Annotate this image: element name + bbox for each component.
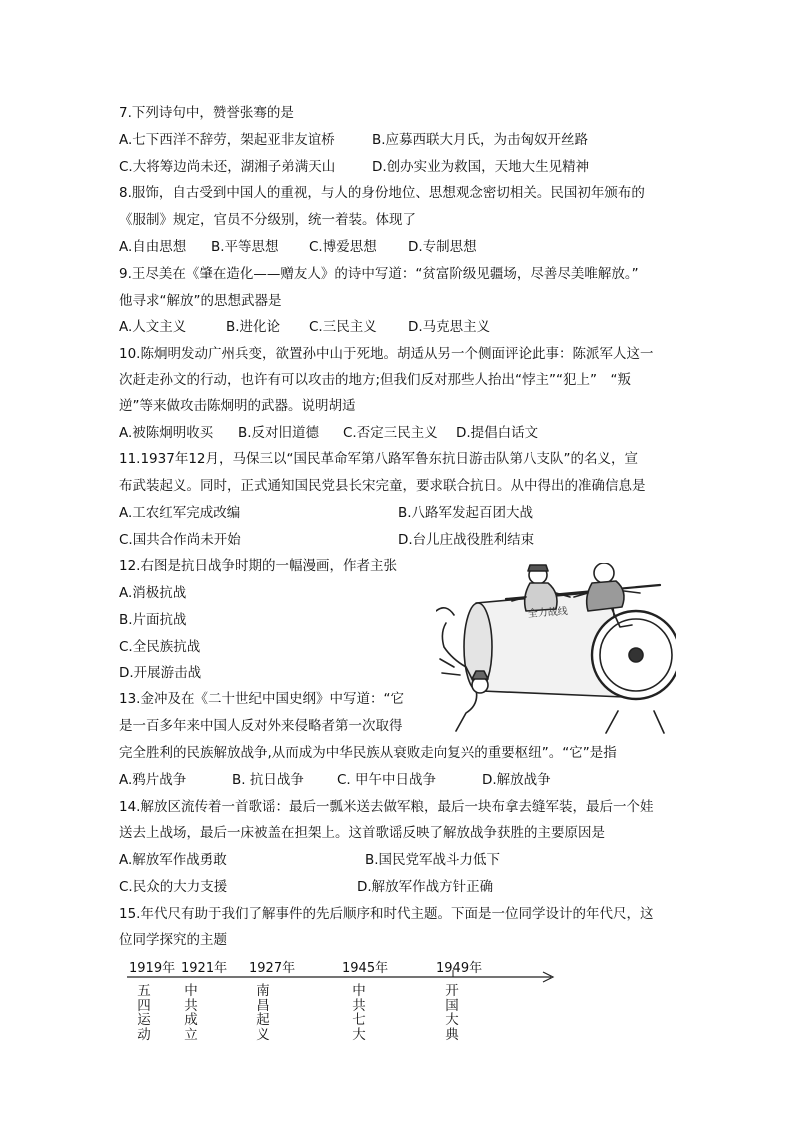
q7-option-c: C.大将筹边尚未还，湖湘子弟满天山: [119, 159, 336, 175]
q11-option-c: C.国共合作尚未开始: [119, 532, 241, 548]
q13-option-b: B. 抗日战争: [232, 772, 304, 788]
timeline-year: 1921年: [181, 961, 228, 976]
timeline-year: 1927年: [249, 961, 296, 976]
q8-stem-line-1: 8.服饰，自古受到中国人的重视，与人的身份地位、思想观念密切相关。民国初年颁布的: [119, 185, 645, 201]
q14-option-c: C.民众的大力支援: [119, 879, 228, 895]
q10-option-c: C.否定三民主义: [343, 425, 438, 441]
q10-stem-line-1: 10.陈炯明发动广州兵变，欲置孙中山于死地。胡适从另一个侧面评论此事：陈派军人这一: [119, 346, 654, 362]
q11-stem-line-2: 布武装起义。同时，正式通知国民党县长宋完童，要求联合抗日。从中得出的准确信息是: [119, 478, 646, 494]
q7-option-a: A.七下西洋不辞劳，架起亚非友谊桥: [119, 132, 335, 148]
q13-option-a: A.鸦片战争: [119, 772, 187, 788]
q8-stem-line-2: 《服制》规定，官员不分级别，统一着装。体现了: [119, 212, 416, 228]
q12-option-d: D.开展游击战: [119, 665, 202, 681]
q14-stem-line-2: 送去上战场，最后一床被盖在担架上。这首歌谣反映了解放战争获胜的主要原因是: [119, 825, 605, 841]
q10-option-b: B.反对旧道德: [238, 425, 320, 441]
timeline-event: 五四运动: [137, 983, 151, 1043]
q10-option-d: D.提倡白话文: [456, 425, 539, 441]
q7-option-d: D.创办实业为救国，天地大生见精神: [372, 159, 590, 175]
q14-option-b: B.国民党军战斗力低下: [365, 852, 501, 868]
q9-option-a: A.人文主义: [119, 319, 187, 335]
q11-option-d: D.台儿庄战役胜利结束: [398, 532, 535, 548]
q11-stem-line-1: 11.1937年12月，马保三以“国民革命军第八路军鲁东抗日游击队第八支队”的名义，宣: [119, 451, 638, 467]
q15-stem-line-1: 15.年代尺有助于我们了解事件的先后顺序和时代主题。下面是一位同学设计的年代尺，这: [119, 906, 654, 922]
cartoon-illustration: [436, 563, 676, 739]
q7-option-b: B.应募西联大月氏，为击匈奴开丝路: [372, 132, 589, 148]
q13-stem-line-3: 完全胜利的民族解放战争,从而成为中华民族从衰败走向复兴的重要枢纽”。“它”是指: [119, 745, 617, 761]
q12-option-a: A.消极抗战: [119, 585, 187, 601]
q14-option-d: D.解放军作战方针正确: [357, 879, 494, 895]
q12-stem: 12.右图是抗日战争时期的一幅漫画，作者主张: [119, 558, 397, 574]
timeline-event: 中共成立: [184, 983, 198, 1043]
timeline-event: 南昌起义: [256, 983, 270, 1043]
q12-option-b: B.片面抗战: [119, 612, 187, 628]
q9-option-b: B.进化论: [226, 319, 281, 335]
timeline-year: 1919年: [129, 961, 176, 976]
q13-option-c: C. 甲午中日战争: [337, 772, 437, 788]
q10-stem-line-2: 次赶走孙文的行动，也许有可以攻击的地方;但我们反对那些人抬出“悖主”“犯上” “叛: [119, 372, 632, 388]
q9-stem-line-2: 他寻求“解放”的思想武器是: [119, 293, 282, 309]
q11-option-b: B.八路军发起百团大战: [398, 505, 534, 521]
timeline-year: 1945年: [342, 961, 389, 976]
q13-stem-line-1: 13.金冲及在《二十世纪中国史纲》中写道：“它: [119, 691, 404, 707]
timeline-event: 中共七大: [352, 983, 366, 1043]
war-cartoon-figure: [436, 563, 676, 739]
q9-option-d: D.马克思主义: [408, 319, 491, 335]
q9-option-c: C.三民主义: [309, 319, 377, 335]
q13-option-d: D.解放战争: [482, 772, 551, 788]
q8-option-b: B.平等思想: [211, 239, 279, 255]
q10-option-a: A.被陈炯明收买: [119, 425, 214, 441]
q15-stem-line-2: 位同学探究的主题: [119, 932, 227, 948]
timeline-event: 开国大典: [445, 983, 459, 1043]
q9-stem-line-1: 9.王尽美在《肇在造化——赠友人》的诗中写道：“贫富阶级见疆场，尽善尽美唯解放。”: [119, 266, 639, 282]
q12-option-c: C.全民族抗战: [119, 639, 201, 655]
q10-stem-line-3: 逆”等来做攻击陈炯明的武器。说明胡适: [119, 398, 356, 414]
q14-option-a: A.解放军作战勇敢: [119, 852, 227, 868]
timeline-year: 1949年: [436, 961, 483, 976]
q11-option-a: A.工农红军完成改编: [119, 505, 241, 521]
q8-option-a: A.自由思想: [119, 239, 187, 255]
q8-option-c: C.博爱思想: [309, 239, 377, 255]
cartoon-roller-label: 全力战线: [527, 606, 569, 620]
q13-stem-line-2: 是一百多年来中国人反对外来侵略者第一次取得: [119, 718, 403, 734]
q8-option-d: D.专制思想: [408, 239, 477, 255]
q14-stem-line-1: 14.解放区流传着一首歌谣：最后一瓢米送去做军粮，最后一块布拿去缝军装，最后一个娃: [119, 799, 654, 815]
q7-stem: 7.下列诗句中，赞誉张骞的是: [119, 105, 294, 121]
